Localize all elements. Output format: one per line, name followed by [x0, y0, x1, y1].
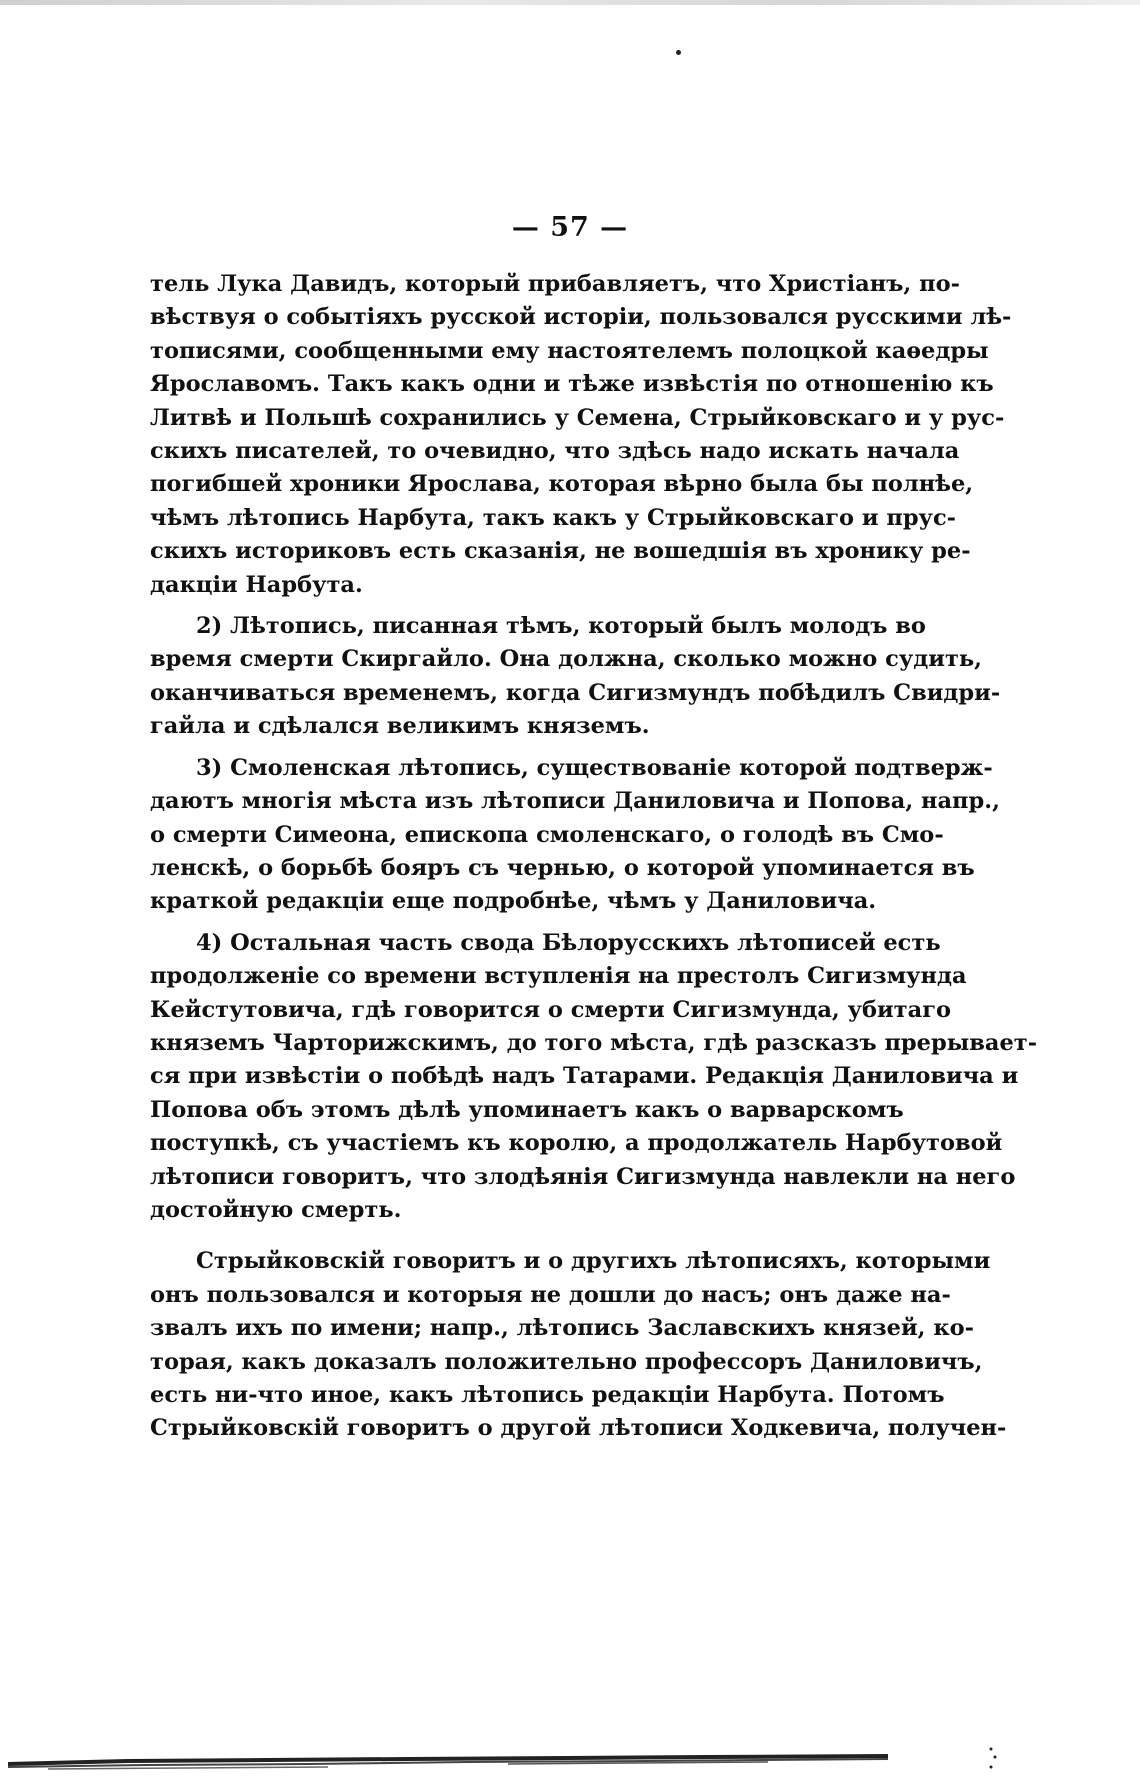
text-line: княземъ Чарторижскимъ, до того мѣста, гдѣ разсказъ прерывает-	[150, 1029, 1038, 1056]
text-line: дакціи Нарбута.	[150, 571, 363, 598]
text-line: 2) Лѣтопись, писанная тѣмъ, который былъ молодъ во	[196, 613, 926, 640]
text-line: скихъ историковъ есть сказанія, не вошедшія въ хронику ре-	[150, 538, 971, 565]
text-line: продолженіе со времени вступленія на престолъ Сигизмунда	[150, 963, 967, 990]
text-line: 3) Смоленская лѣтопись, существованіе которой подтверж-	[196, 754, 993, 781]
paragraph-gap	[150, 744, 843, 752]
text-line: о смерти Симеона, епископа смоленскаго, о голодѣ въ Смо-	[150, 821, 944, 848]
text-line: онъ пользовался и которыя не дошли до насъ; онъ даже на-	[150, 1281, 951, 1308]
paragraph-gap	[150, 919, 843, 927]
paragraph-1	[150, 268, 1012, 602]
text-block	[150, 268, 1038, 1446]
paragraph-3	[150, 752, 1000, 919]
text-line: поступкѣ, съ участіемъ къ королю, а продолжатель Нарбутовой	[150, 1130, 1003, 1157]
text-line: даютъ многія мѣста изъ лѣтописи Даниловича и Попова, напр.,	[150, 788, 1000, 815]
paragraph-gap	[150, 602, 843, 610]
text-line: погибшей хроники Ярослава, которая вѣрно была бы полнѣе,	[150, 471, 974, 498]
text-line: ленскѣ, о борьбѣ бояръ съ чернью, о которой упоминается въ	[150, 854, 975, 881]
text-line: тописями, сообщенными ему настоятелемъ полоцкой каѳедры	[150, 337, 989, 364]
text-line: Литвѣ и Польшѣ сохранились у Семена, Стрыйковскаго и у рус-	[150, 404, 1005, 431]
text-line: время смерти Скиргайло. Она должна, сколько можно судить,	[150, 646, 982, 673]
text-line: ся при извѣстіи о побѣдѣ надъ Татарами. Редакція Даниловича и	[150, 1063, 1019, 1090]
scan-dot	[676, 50, 681, 55]
text-line: достойную смерть.	[150, 1196, 402, 1223]
scan-marks	[985, 1745, 1005, 1773]
text-line: чѣмъ лѣтопись Нарбута, такъ какъ у Стрыйковскаго и прус-	[150, 504, 956, 531]
text-line: Кейстутовича, гдѣ говорится о смерти Сигизмунда, убитаго	[150, 996, 951, 1023]
text-line: 4) Остальная часть свода Бѣлорусскихъ лѣтописей есть	[196, 929, 941, 956]
text-line: гайла и сдѣлался великимъ княземъ.	[150, 713, 650, 740]
text-line: торая, какъ доказалъ положительно профессоръ Даниловичъ,	[150, 1348, 983, 1375]
text-line: звалъ ихъ по имени; напр., лѣтопись Заславскихъ князей, ко-	[150, 1315, 974, 1342]
text-line: Стрыйковскій говоритъ о другой лѣтописи Ходкевича, получен-	[150, 1415, 1007, 1442]
scan-edge-top	[0, 0, 1140, 5]
text-line: оканчиваться временемъ, когда Сигизмундъ побѣдилъ Свидри-	[150, 679, 1001, 706]
paragraph-4	[150, 927, 1038, 1228]
text-line: скихъ писателей, то очевидно, что здѣсь надо искать начала	[150, 438, 960, 465]
text-line: краткой редакціи еще подробнѣе, чѣмъ у Даниловича.	[150, 888, 877, 915]
text-line: тель Лука Давидъ, который прибавляетъ, что Христіанъ, по-	[150, 271, 960, 297]
paragraph-gap	[150, 1227, 843, 1245]
text-line: Ярославомъ. Такъ какъ одни и тѣже извѣстія по отношенію къ	[150, 371, 994, 398]
text-line: лѣтописи говоритъ, что злодѣянія Сигизмунда навлекли на него	[150, 1163, 1016, 1190]
text-line: Стрыйковскій говоритъ и о другихъ лѣтописяхъ, которыми	[196, 1248, 991, 1275]
scan-rule-bottom	[8, 1744, 888, 1774]
text-line: Попова объ этомъ дѣлѣ упоминаетъ какъ о варварскомъ	[150, 1096, 904, 1123]
paragraph-2	[150, 610, 1001, 744]
paragraph-5	[150, 1245, 1007, 1445]
text-line: вѣствуя о событіяхъ русской исторіи, пользовался русскими лѣ-	[150, 304, 1012, 331]
page-number: — 57 —	[511, 212, 629, 243]
text-line: есть ни-что иное, какъ лѣтопись редакціи Нарбута. Потомъ	[150, 1382, 945, 1408]
